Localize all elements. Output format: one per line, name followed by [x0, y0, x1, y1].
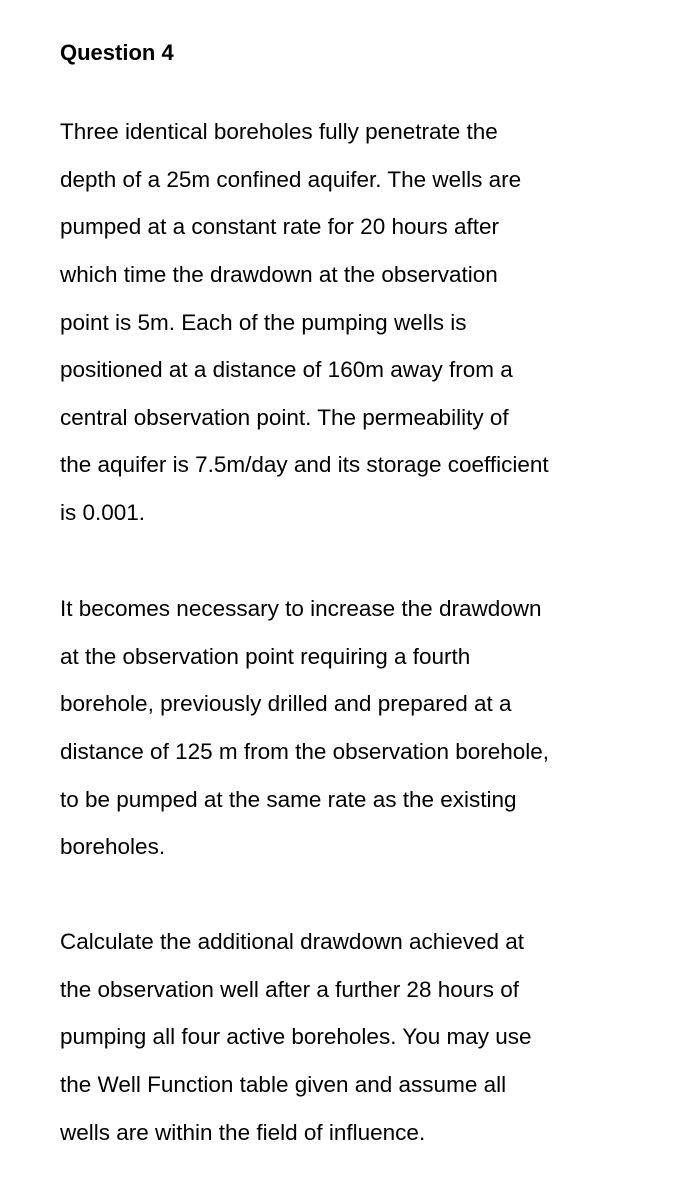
question-title: Question 4: [60, 40, 174, 65]
text-line: the aquifer is 7.5m/day and its storage coefficient: [60, 452, 549, 477]
text-line: point is 5m. Each of the pumping wells is: [60, 310, 467, 335]
text-line: the observation well after a further 28 hours of: [60, 977, 520, 1002]
text-line: which time the drawdown at the observation: [60, 262, 498, 287]
text-line: depth of a 25m confined aquifer. The wells are: [60, 167, 522, 192]
text-line: It becomes necessary to increase the drawdown: [60, 596, 542, 621]
text-line: Calculate the additional drawdown achieved at: [60, 929, 525, 954]
text-line: the Well Function table given and assume all: [60, 1072, 507, 1097]
text-line: at the observation point requiring a fourth: [60, 644, 471, 669]
text-line: positioned at a distance of 160m away from a: [60, 357, 513, 382]
text-line: to be pumped at the same rate as the existing: [60, 787, 517, 812]
text-line: boreholes.: [60, 834, 166, 859]
text-line: is 0.001.: [60, 500, 146, 525]
text-line: distance of 125 m from the observation borehole,: [60, 739, 550, 764]
text-line: pumping all four active boreholes. You may use: [60, 1024, 532, 1049]
text-line: Three identical boreholes fully penetrate the: [60, 119, 498, 144]
text-line: central observation point. The permeability of: [60, 405, 509, 430]
text-line: wells are within the field of influence.: [60, 1120, 426, 1145]
text-line: pumped at a constant rate for 20 hours after: [60, 214, 500, 239]
text-line: borehole, previously drilled and prepared at a: [60, 691, 512, 716]
